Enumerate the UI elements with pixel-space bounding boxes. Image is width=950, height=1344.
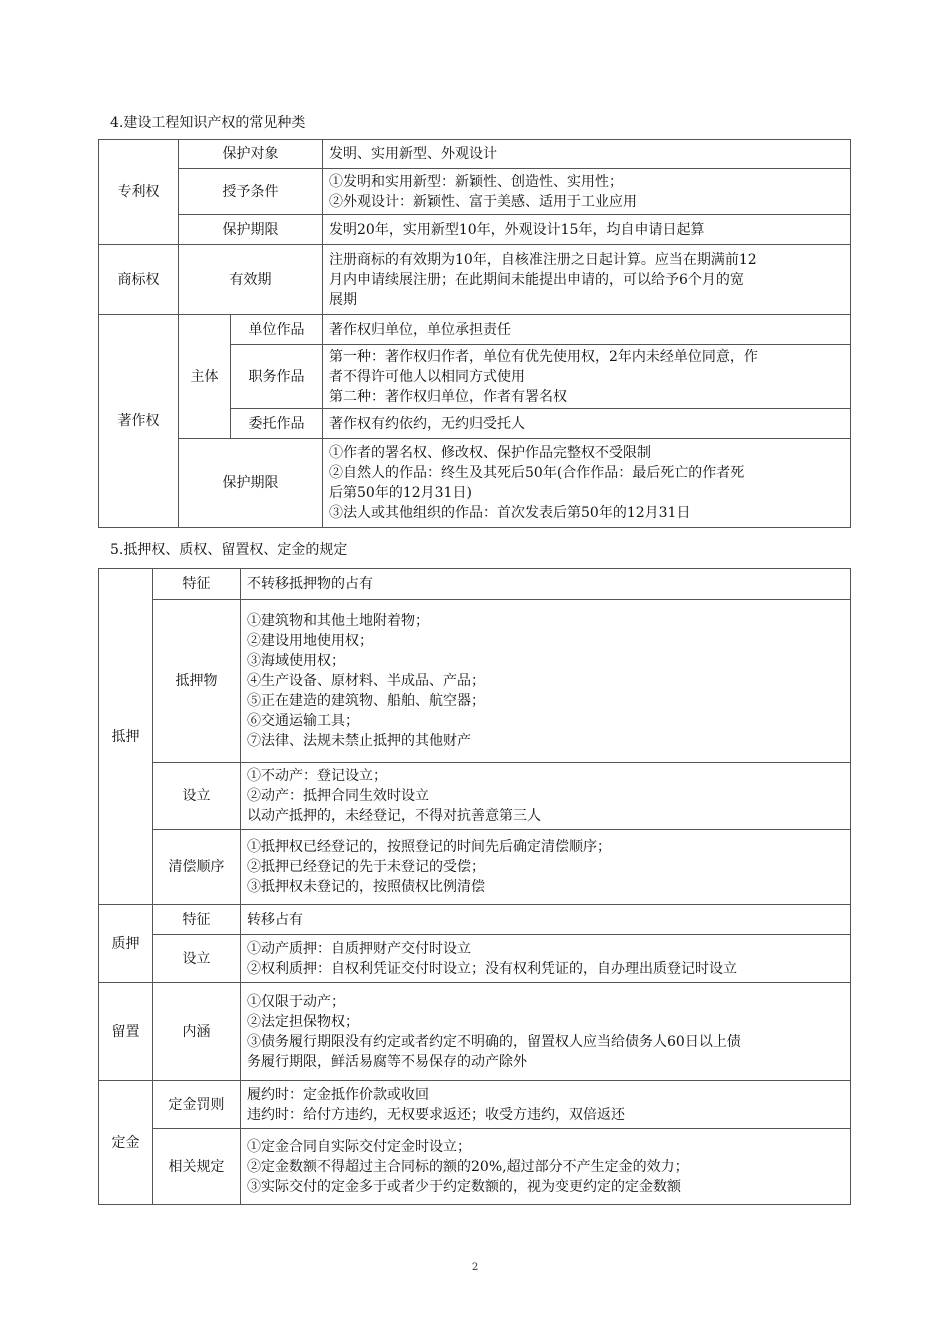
row-value: ①作者的署名权、修改权、保护作品完整权不受限制 ②自然人的作品：终生及其死后50年(合作作品：最后死亡的作者死 后第50年的12月31日) ③法人或其他组织的作品：首次发表后第50年的12月31日 — [323, 439, 851, 528]
row-value: ①发明和实用新型：新颖性、创造性、实用性； ②外观设计：新颖性、富于美感、适用于工业应用 — [323, 169, 851, 215]
row-key: 单位作品 — [231, 315, 323, 345]
table-row — [99, 140, 851, 169]
table-row — [99, 569, 851, 600]
row-key: 委托作品 — [231, 409, 323, 439]
ip-types-table — [98, 139, 851, 528]
row-key: 定金罚则 — [153, 1081, 241, 1129]
table-row — [99, 905, 851, 935]
table-row — [99, 215, 851, 245]
row-value: 著作权有约依约，无约归受托人 — [323, 409, 851, 439]
row-key: 有效期 — [179, 245, 323, 315]
table-row — [99, 600, 851, 763]
section-5-title: 5.抵押权、质权、留置权、定金的规定 — [110, 542, 348, 558]
trademark-label: 商标权 — [99, 245, 179, 315]
row-key: 相关规定 — [153, 1129, 241, 1205]
security-rights-table — [98, 568, 851, 1205]
copyright-label: 著作权 — [99, 315, 179, 528]
row-key: 抵押物 — [153, 600, 241, 763]
row-key: 保护对象 — [179, 140, 323, 169]
row-value: 发明20年，实用新型10年，外观设计15年，均自申请日起算 — [323, 215, 851, 245]
pledge-label: 质押 — [99, 905, 153, 983]
table-row — [99, 763, 851, 830]
section-4-title: 4.建设工程知识产权的常见种类 — [110, 115, 306, 131]
mortgage-label: 抵押 — [99, 569, 153, 905]
deposit-label: 定金 — [99, 1081, 153, 1205]
row-value: ①定金合同自实际交付定金时设立； ②定金数额不得超过主合同标的额的20%,超过部分不产生定金的效力； ③实际交付的定金多于或者少于约定数额的，视为变更约定的定金数额 — [241, 1129, 851, 1205]
row-value: ①抵押权已经登记的，按照登记的时间先后确定清偿顺序； ②抵押已经登记的先于未登记的受偿； ③抵押权未登记的，按照债权比例清偿 — [241, 830, 851, 905]
table-row — [99, 935, 851, 983]
lien-label: 留置 — [99, 983, 153, 1081]
table-row — [99, 439, 851, 528]
table-row — [99, 830, 851, 905]
row-value: ①动产质押：自质押财产交付时设立 ②权利质押：自权利凭证交付时设立；没有权利凭证的，自办理出质登记时设立 — [241, 935, 851, 983]
table-row — [99, 169, 851, 215]
row-value: 第一种：著作权归作者，单位有优先使用权，2年内未经单位同意，作 者不得许可他人以相同方式使用 第二种：著作权归单位，作者有署名权 — [323, 345, 851, 409]
row-key: 保护期限 — [179, 215, 323, 245]
table-row — [99, 315, 851, 345]
row-key: 清偿顺序 — [153, 830, 241, 905]
page-number: 2 — [471, 1262, 479, 1273]
row-value: 转移占有 — [241, 905, 851, 935]
subject-label: 主体 — [179, 315, 231, 439]
row-value: 不转移抵押物的占有 — [241, 569, 851, 600]
row-key: 设立 — [153, 763, 241, 830]
table-row — [99, 983, 851, 1081]
table-row — [99, 1081, 851, 1129]
row-key: 内涵 — [153, 983, 241, 1081]
row-value: ①仅限于动产； ②法定担保物权； ③债务履行期限没有约定或者约定不明确的，留置权人应当给债务人60日以上债 务履行期限，鲜活易腐等不易保存的动产除外 — [241, 983, 851, 1081]
row-key: 设立 — [153, 935, 241, 983]
row-key: 保护期限 — [179, 439, 323, 528]
row-key: 特征 — [153, 905, 241, 935]
row-key: 授予条件 — [179, 169, 323, 215]
row-value: ①不动产：登记设立； ②动产：抵押合同生效时设立 以动产抵押的，未经登记，不得对抗善意第三人 — [241, 763, 851, 830]
row-value: 发明、实用新型、外观设计 — [323, 140, 851, 169]
patent-label: 专利权 — [99, 140, 179, 245]
row-key: 职务作品 — [231, 345, 323, 409]
row-value: 著作权归单位，单位承担责任 — [323, 315, 851, 345]
row-value: 注册商标的有效期为10年，自核准注册之日起计算。应当在期满前12 月内申请续展注册；在此期间未能提出申请的，可以给予6个月的宽 展期 — [323, 245, 851, 315]
table-row — [99, 1129, 851, 1205]
table-row — [99, 245, 851, 315]
row-value: 履约时：定金抵作价款或收回 违约时：给付方违约，无权要求返还；收受方违约，双倍返还 — [241, 1081, 851, 1129]
row-key: 特征 — [153, 569, 241, 600]
row-value: ①建筑物和其他土地附着物； ②建设用地使用权； ③海域使用权； ④生产设备、原材料、半成品、产品； ⑤正在建造的建筑物、船舶、航空器； ⑥交通运输工具； ⑦法律、法规未禁止抵押的其他财产 — [241, 600, 851, 763]
